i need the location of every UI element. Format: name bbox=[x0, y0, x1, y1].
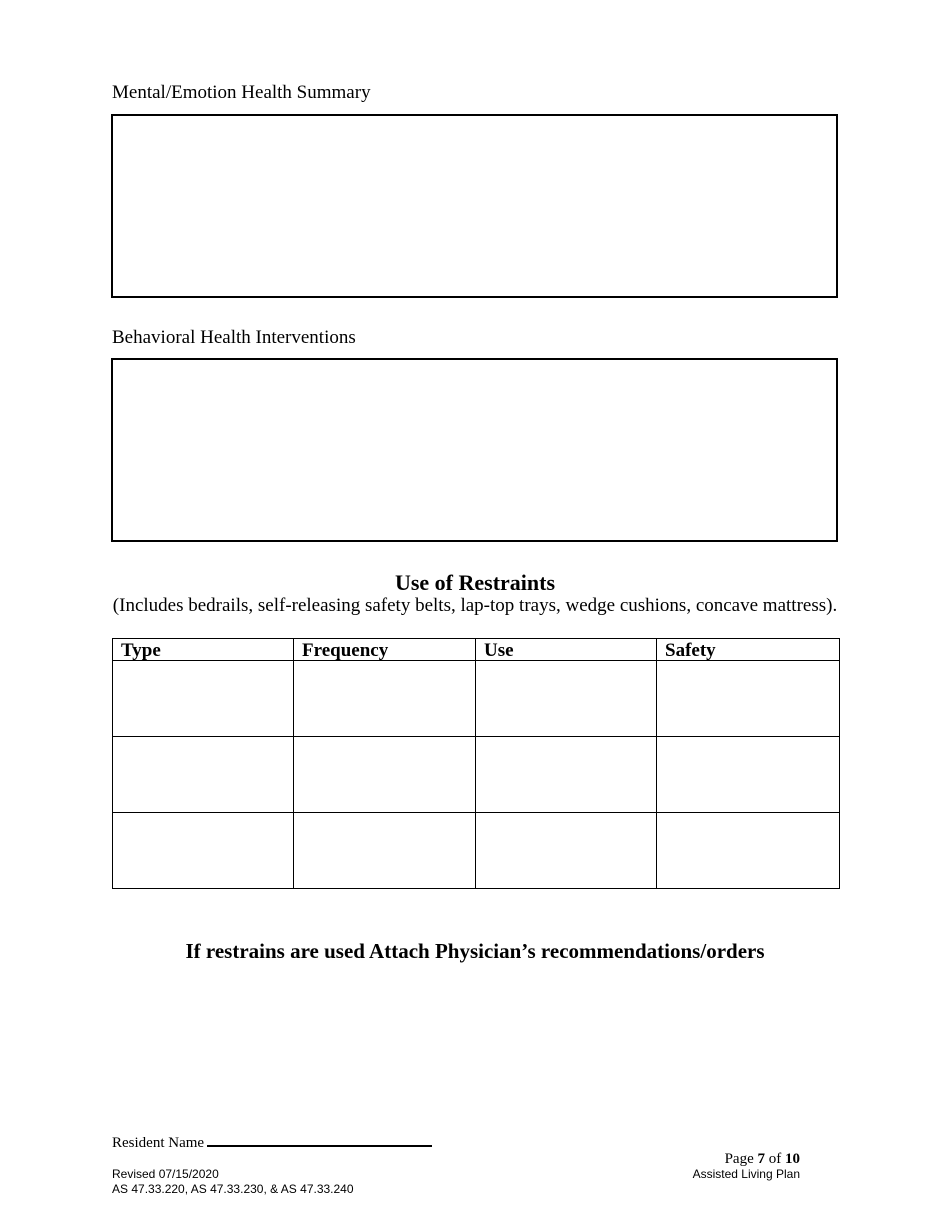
type-cell[interactable] bbox=[113, 661, 294, 737]
revised-date: Revised 07/15/2020 bbox=[112, 1167, 219, 1181]
table-row bbox=[113, 661, 840, 737]
restraints-title: Use of Restraints bbox=[394, 570, 556, 595]
type-cell[interactable] bbox=[113, 813, 294, 889]
use-cell[interactable] bbox=[476, 661, 657, 737]
table-row bbox=[113, 737, 840, 813]
safety-cell[interactable] bbox=[657, 737, 840, 813]
resident-name-row bbox=[112, 1132, 432, 1152]
restraints-table bbox=[112, 638, 840, 889]
safety-cell[interactable] bbox=[657, 813, 840, 889]
mental-health-summary-label: Mental/Emotion Health Summary bbox=[112, 82, 371, 103]
column-header-safety: Safety bbox=[657, 639, 840, 661]
page-number bbox=[725, 1150, 800, 1168]
physician-orders-notice: If restrains are used Attach Physician’s recommendations/orders bbox=[185, 939, 765, 963]
behavioral-interventions-label: Behavioral Health Interventions bbox=[112, 327, 356, 348]
form-name: Assisted Living Plan bbox=[692, 1167, 800, 1181]
column-header-type: Type bbox=[113, 639, 294, 661]
restraints-header-row bbox=[113, 639, 840, 661]
page-of: of bbox=[768, 1151, 782, 1167]
resident-name-label: Resident Name bbox=[112, 1135, 205, 1151]
safety-cell[interactable] bbox=[657, 661, 840, 737]
frequency-cell[interactable] bbox=[294, 813, 476, 889]
type-cell[interactable] bbox=[113, 737, 294, 813]
frequency-cell[interactable] bbox=[294, 661, 476, 737]
use-cell[interactable] bbox=[476, 737, 657, 813]
mental-health-summary-field[interactable] bbox=[111, 114, 838, 298]
column-header-frequency: Frequency bbox=[294, 639, 476, 661]
column-header-use: Use bbox=[476, 639, 657, 661]
statute-references: AS 47.33.220, AS 47.33.230, & AS 47.33.240 bbox=[112, 1182, 354, 1196]
page-current: 7 bbox=[757, 1151, 765, 1167]
use-cell[interactable] bbox=[476, 813, 657, 889]
behavioral-interventions-field[interactable] bbox=[111, 358, 838, 542]
page-total: 10 bbox=[785, 1151, 800, 1167]
table-row bbox=[113, 813, 840, 889]
restraints-subtitle: (Includes bedrails, self-releasing safety belts, lap-top trays, wedge cushions, concave mattress). bbox=[112, 595, 838, 616]
frequency-cell[interactable] bbox=[294, 737, 476, 813]
resident-name-line[interactable] bbox=[207, 1132, 432, 1147]
page-word: Page bbox=[724, 1151, 754, 1167]
